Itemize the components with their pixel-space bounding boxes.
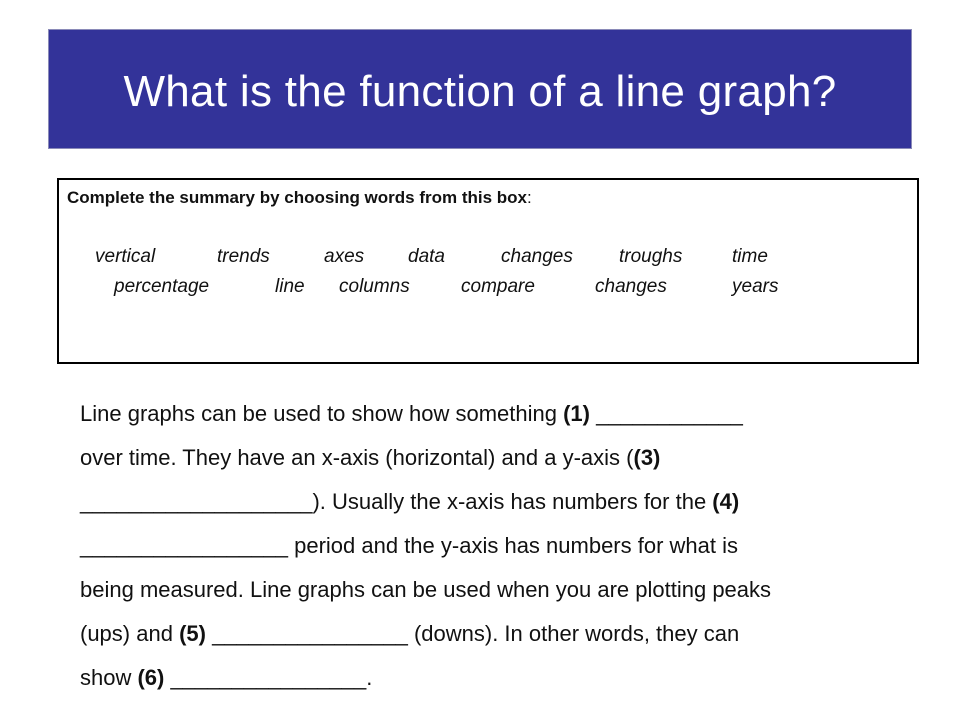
word-bank-instruction [67, 188, 532, 208]
summary-line-7 [80, 656, 930, 700]
summary-line-1 [80, 392, 930, 436]
summary-text: Line graphs can be used to show how something [80, 401, 564, 426]
blank-number-4: (4) [712, 489, 740, 514]
word-data: data [408, 246, 445, 267]
word-changes: changes [501, 246, 573, 267]
word-line: line [275, 276, 305, 297]
summary-line-3 [80, 480, 930, 524]
blank-number-6: (6) [137, 665, 165, 690]
word-columns: columns [339, 276, 410, 297]
word-changes-2: changes [595, 276, 667, 297]
word-axes: axes [324, 246, 365, 267]
blank-1: ____________ [589, 401, 743, 426]
word-troughs: troughs [619, 246, 683, 267]
summary-text: being measured. Line graphs can be used when you are plotting peaks [80, 577, 772, 602]
blank-number-3: (3) [633, 445, 661, 470]
blank-number-5: (5) [179, 621, 206, 646]
blank-6: ________________. [164, 665, 373, 690]
page-title: What is the function of a line graph? [123, 67, 837, 116]
word-compare: compare [461, 276, 535, 297]
summary-line-5 [80, 568, 930, 612]
summary-line-6 [80, 612, 930, 656]
word-years: years [732, 276, 779, 297]
word-vertical: vertical [95, 246, 156, 267]
summary-text: (ups) and [80, 621, 180, 646]
blank-number-1: (1) [563, 401, 590, 426]
summary-line-4 [80, 524, 930, 568]
instruction-colon: : [527, 188, 532, 207]
word-time: time [732, 246, 768, 267]
summary-text: ___________________). Usually the x-axis has numbers for the [80, 489, 713, 514]
summary-text: show [80, 665, 138, 690]
summary-paragraph [80, 392, 930, 700]
word-percentage: percentage [114, 276, 210, 297]
word-trends: trends [217, 246, 270, 267]
blank-5: ________________ (downs). In other words, they can [205, 621, 740, 646]
summary-line-2 [80, 436, 930, 480]
instruction-text: Complete the summary by choosing words from this box [67, 188, 528, 207]
summary-text: _________________ period and the y-axis has numbers for what is [80, 533, 739, 558]
title-banner [48, 29, 912, 149]
summary-text: over time. They have an x-axis (horizontal) and a y-axis ( [80, 445, 634, 470]
word-bank-box [57, 178, 919, 364]
